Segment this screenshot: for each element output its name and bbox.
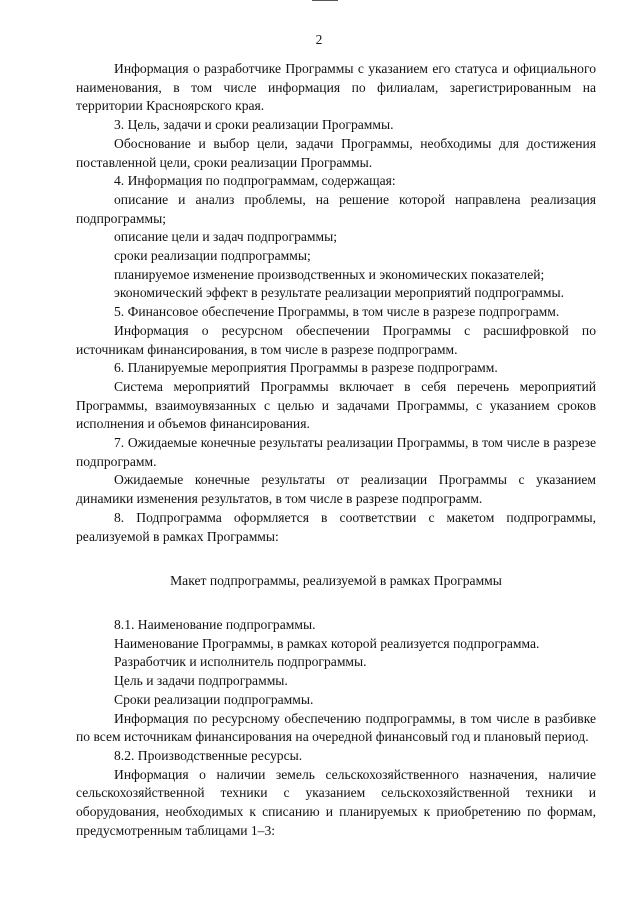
paragraph-section-4-heading: 4. Информация по подпрограммам, содержащая: — [114, 173, 396, 189]
paragraph-planned-change: планируемое изменение производственных и экономических показателей; — [114, 266, 545, 282]
paragraph-resource-support: Информация по ресурсному обеспечению подпрограммы, в том числе в разбивке по всем источникам финансирования на очередной финансовый год и плановый период. — [76, 710, 596, 745]
subprogram-template-heading: Макет подпрограммы, реализуемой в рамках Программы — [170, 573, 502, 589]
paragraph-implementation-terms: сроки реализации подпрограммы; — [114, 248, 311, 264]
paragraph-section-5-heading: 5. Финансовое обеспечение Программы, в том числе в разрезе подпрограмм. — [114, 304, 560, 320]
paragraph-resource-info: Информация о ресурсном обеспечении Программы с расшифровкой по источникам финансирования, в том числе в разрезе подпрограмм. — [76, 322, 596, 357]
paragraph-program-name: Наименование Программы, в рамках которой реализуется подпрограмма. — [114, 635, 540, 651]
page-top-mark — [312, 0, 338, 1]
paragraph-developer-info: Информация о разработчике Программы с указанием его статуса и официального наименования, в том числе информация по филиалам, зарегистрированным на территории Красноярского края. — [76, 61, 596, 114]
paragraph-8-1-heading: 8.1. Наименование подпрограммы. — [114, 616, 316, 632]
paragraph-goal-rationale: Обоснование и выбор цели, задачи Программы, необходимы для достижения поставленной цели, сроки реализации Программы. — [76, 135, 596, 170]
paragraph-measures-system: Система мероприятий Программы включает в себя перечень мероприятий Программы, взаимоувязанных с целью и задачами Программы, с указанием сроков исполнения и объемов финансирования. — [76, 378, 596, 432]
document-body — [76, 60, 596, 840]
paragraph-developer-executor: Разработчик и исполнитель подпрограммы. — [114, 654, 367, 670]
paragraph-8-2-heading: 8.2. Производственные ресурсы. — [114, 747, 303, 763]
paragraph-section-7-heading: 7. Ожидаемые конечные результаты реализации Программы, в том числе в разрезе подпрограмм. — [76, 435, 596, 469]
paragraph-section-6-heading: 6. Планируемые мероприятия Программы в разрезе подпрограмм. — [114, 360, 498, 376]
paragraph-goal-description: описание цели и задач подпрограммы; — [114, 229, 338, 245]
paragraph-section-3-heading: 3. Цель, задачи и сроки реализации Программы. — [114, 117, 394, 133]
paragraph-economic-effect: экономический эффект в результате реализации мероприятий подпрограммы. — [114, 285, 564, 301]
paragraph-land-equipment-info: Информация о наличии земель сельскохозяйственного назначения, наличие сельскохозяйственной техники с указанием сельскохозяйственной техники и оборудования, необходимых к списанию и планируемых к приобретению по формам, предусмотренным таблицами 1–3: — [76, 766, 596, 838]
paragraph-goal-tasks: Цель и задачи подпрограммы. — [114, 673, 288, 689]
page-number: 2 — [315, 32, 323, 47]
paragraph-problem-analysis: описание и анализ проблемы, на решение которой направлена реализация подпрограммы; — [76, 191, 596, 226]
paragraph-expected-results: Ожидаемые конечные результаты от реализации Программы с указанием динамики изменения результатов, в том числе в разрезе подпрограмм. — [76, 472, 596, 507]
paragraph-section-8-heading: 8. Подпрограмма оформляется в соответствии с макетом подпрограммы, реализуемой в рамках Программы: — [76, 509, 596, 544]
paragraph-terms: Сроки реализации подпрограммы. — [114, 691, 314, 707]
